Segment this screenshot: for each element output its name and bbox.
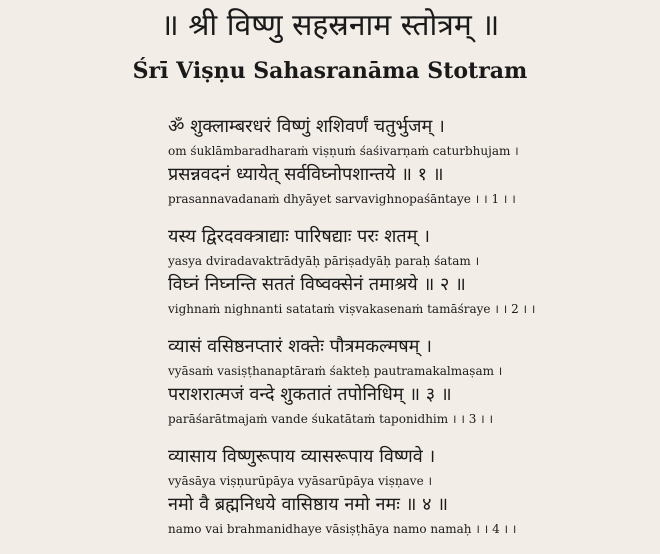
- verse-line-transliteration: namo vai brahmanidhaye vāsiṣṭhāya namo namaḥ । । 4 । ।: [168, 522, 517, 536]
- verse-line-transliteration: vighnaṁ nighnanti satataṁ viṣvakasenaṁ tamāśraye । । 2 । ।: [168, 302, 536, 316]
- verse-line-transliteration: prasannavadanaṁ dhyāyet sarvavighnopaśāntaye । । 1 । ।: [168, 192, 516, 206]
- verse-line-devanagari: विघ्नं निघ्नन्ति सततं विष्वक्सेनं तमाश्रये ॥ २ ॥: [168, 274, 466, 295]
- verse-line-devanagari: व्यासाय विष्णुरूपाय व्यासरूपाय विष्णवे ।: [168, 446, 436, 467]
- verse-line-devanagari: ॐ शुक्लाम्बरधरं विष्णुं शशिवर्णं चतुर्भुजम् ।: [168, 116, 445, 137]
- verse-line-devanagari: प्रसन्नवदनं ध्यायेत् सर्वविघ्नोपशान्तये ॥ १ ॥: [168, 164, 444, 185]
- verse-line-devanagari: नमो वै ब्रह्मनिधये वासिष्ठाय नमो नमः ॥ ४ ॥: [168, 494, 448, 515]
- verse-line-transliteration: om śuklāmbaradharaṁ viṣṇuṁ śaśivarṇaṁ caturbhujam ।: [168, 144, 519, 158]
- verses-block: [168, 114, 648, 554]
- title-transliteration: Śrī Viṣṇu Sahasranāma Stotram: [132, 58, 528, 84]
- stanza-4: [168, 444, 648, 540]
- verse-line-transliteration: vyāsaṁ vasiṣṭhanaptāraṁ śakteḥ pautramakalmaṣam ।: [168, 364, 503, 378]
- title-devanagari: ॥ श्री विष्णु सहस्रनाम स्तोत्रम् ॥: [160, 8, 500, 43]
- verse-line-transliteration: yasya dviradavaktrādyāḥ pāriṣadyāḥ paraḥ śatam ।: [168, 254, 480, 268]
- verse-line-devanagari: यस्य द्विरदवक्त्राद्याः पारिषद्याः परः शतम् ।: [168, 226, 430, 247]
- verse-line-devanagari: पराशरात्मजं वन्दे शुकतातं तपोनिधिम् ॥ ३ ॥: [168, 384, 452, 405]
- stanza-2: [168, 224, 648, 320]
- stanza-1: [168, 114, 648, 210]
- stanza-3: [168, 334, 648, 430]
- verse-line-transliteration: parāśarātmajaṁ vande śukatātaṁ taponidhim । । 3 । ।: [168, 412, 494, 426]
- verse-line-transliteration: vyāsāya viṣṇurūpāya vyāsarūpāya viṣṇave ।: [168, 474, 433, 488]
- verse-line-devanagari: व्यासं वसिष्ठनप्तारं शक्तेः पौत्रमकल्मषम् ।: [168, 336, 432, 357]
